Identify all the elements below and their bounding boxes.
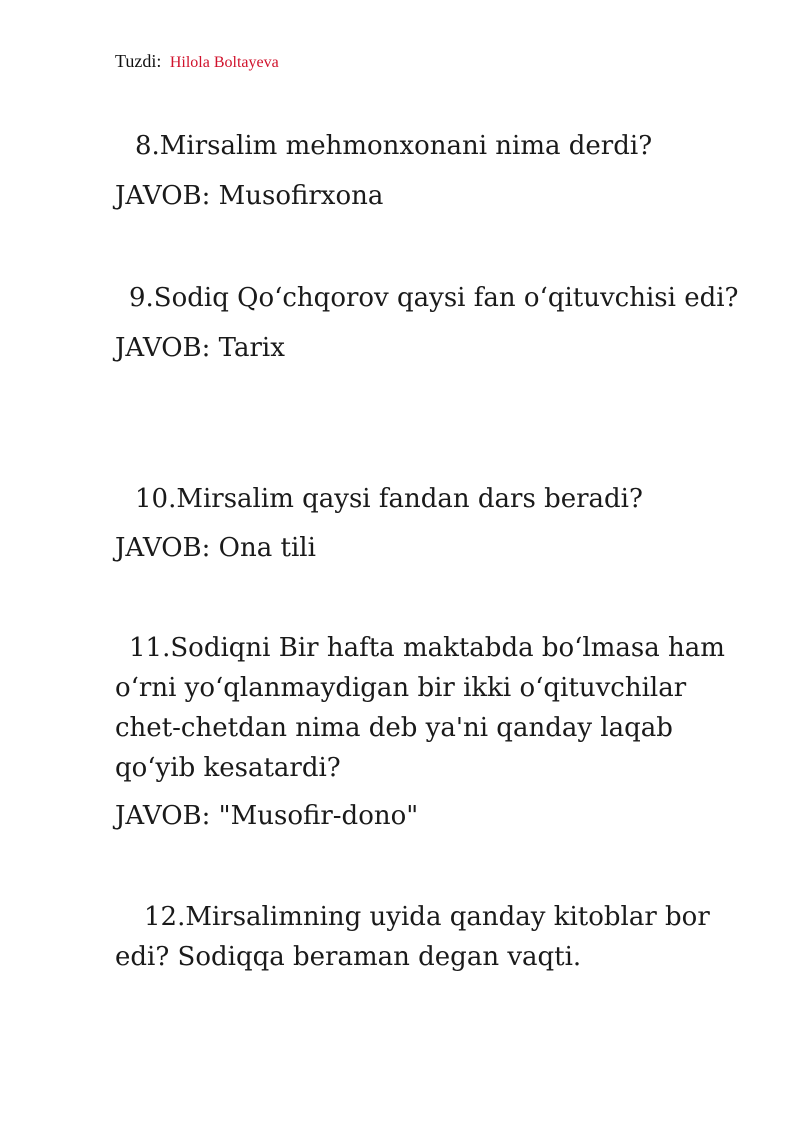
question-8: 8.Mirsalim mehmonxonani nima derdi? [135, 131, 653, 161]
answer-11: JAVOB: "Musofir-dono" [115, 801, 419, 831]
answer-8: JAVOB: Musofirxona [115, 181, 384, 211]
document-header [115, 50, 279, 74]
answer-10: JAVOB: Ona tili [115, 533, 316, 563]
question-12-line-2: edi? Sodiqqa beraman degan vaqti. [115, 942, 582, 972]
question-10: 10.Mirsalim qaysi fandan dars beradi? [135, 484, 643, 514]
author-name: Hilola Boltayeva [169, 54, 279, 71]
question-11-line-4: qo‘yib kesatardi? [115, 753, 341, 783]
question-12-line-1: 12.Mirsalimning uyida qanday kitoblar bor [144, 902, 710, 932]
answer-9: JAVOB: Tarix [115, 333, 285, 363]
question-9: 9.Sodiq Qo‘chqorov qaysi fan o‘qituvchisi edi? [129, 283, 739, 313]
question-11-line-2: o‘rni yo‘qlanmaydigan bir ikki o‘qituvchilar [115, 673, 687, 703]
question-11-line-1: 11.Sodiqni Bir hafta maktabda bo‘lmasa ham [129, 633, 725, 663]
header-label: Tuzdi: [115, 51, 162, 71]
question-11-line-3: chet-chetdan nima deb ya'ni qanday laqab [115, 713, 673, 743]
